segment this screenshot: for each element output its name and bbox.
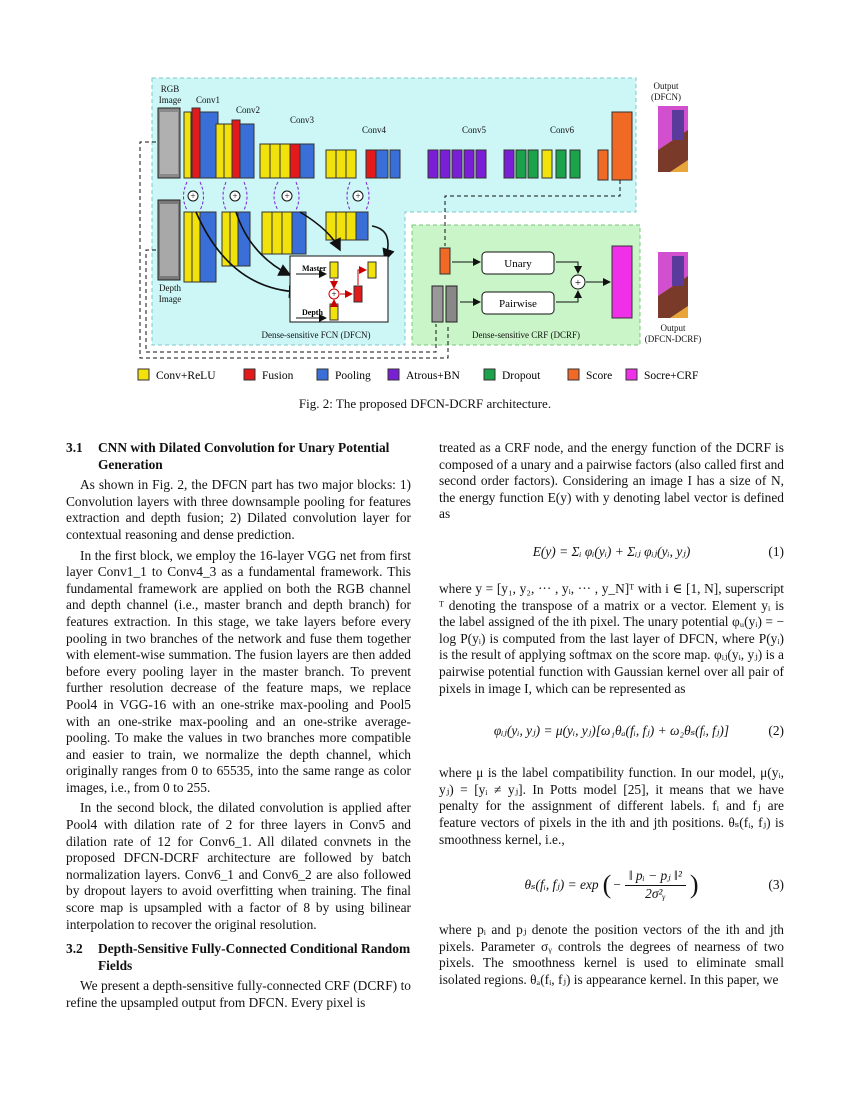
legend-label: Dropout	[502, 370, 541, 382]
fusion-plus-1: +	[190, 191, 196, 201]
equation-3-denominator: 2σ²ᵧ	[645, 885, 666, 901]
legend-swatch	[626, 369, 637, 380]
output-dcrf-label-1: Output	[660, 323, 686, 333]
dcrf-box-label: Dense-sensitive CRF (DCRF)	[472, 330, 580, 340]
fusion-plus-3: +	[284, 191, 290, 201]
paragraph: In the second block, the dilated convolution is applied after Pool4 with dilation rate of 2 for three layers in Conv5 and dilation rate of 12 for Conv6_1. All dilated convnets in the proposed DFCN-DCRF architecture are followed by batch normalization layers. Conv6_1 and Conv6_2 are also followed by dropout layers to avoid overfitting when training. The final score map is upsampled with a factor of 8 by using bilinear interpolation to recover the original resolution.	[66, 800, 411, 932]
legend-swatch	[388, 369, 399, 380]
crf-score-block	[440, 248, 450, 274]
legend-label: Atrous+BN	[406, 370, 460, 382]
dcrf-region	[412, 225, 640, 345]
conv3-label: Conv3	[290, 115, 315, 125]
equation-3-lhs: θₛ(fᵢ, fⱼ) = exp	[524, 876, 599, 892]
rgb-label-1: RGB	[160, 84, 180, 94]
paragraph: treated as a CRF node, and the energy function of the DCRF is composed of a unary and a pairwise factors (also called first and second order factors). Considering an image I has a size of N, the energy function E(y) with y denoting label vector is defined as	[439, 440, 784, 522]
dfcn-box-label: Dense-sensitive FCN (DFCN)	[261, 330, 371, 340]
conv4-label: Conv4	[362, 125, 387, 135]
section-number: 3.2	[66, 941, 83, 957]
legend-swatch	[484, 369, 495, 380]
legend	[138, 369, 698, 382]
detail-plus: +	[331, 289, 337, 299]
legend-label: Socre+CRF	[644, 370, 699, 382]
section-title: Depth-Sensitive Fully-Connected Conditional Random Fields	[98, 941, 411, 973]
legend-swatch	[568, 369, 579, 380]
master-label: Master	[302, 264, 327, 273]
crf-image-2	[446, 286, 457, 322]
crf-plus: +	[574, 277, 582, 289]
equation-3-number: (3)	[768, 876, 784, 892]
paragraph: In the first block, we employ the 16-layer VGG net from first layer Conv1_1 to Conv4_3 as a fundamental framework. This fundamental framework are applied on both the RGB channel and depth channel (i.e., master branch and depth branch) for features extraction. In this stage, we take layers before every pooling in two branches of the network and fuse them together with element-wise summation. The fusion layers are then added before every pooling layer in the master branch. To prevent further resolution decrease of the feature maps, we replace Pool4 in VGG-16 with an one-strike max-pooling and Pool5 with an one-strike max-pooling and an one-strike average-pooling. To make the values in two branches more compatible and easier to train, we normalize the depth channel, which originally ranges from 0 to 65535, into the same range as color images, i.e., from 0 to 255.	[66, 547, 411, 795]
conv1-label: Conv1	[196, 95, 221, 105]
equation-2-number: (2)	[768, 722, 784, 738]
legend-swatch	[244, 369, 255, 380]
equation-1-number: (1)	[768, 543, 784, 559]
left-column	[66, 440, 411, 1016]
paragraph: where y = [y₁, y₂, ··· , yᵢ, ··· , y_N]ᵀ with i ∈ [1, N], superscript ᵀ denoting the transpose of a matrix or a vector. Element yᵢ is the label assigned of the ith pixel. The unary potential φᵤ(yᵢ) = − log P(yᵢ) is computed from the last layer of DFCN, where P(yᵢ) is the result of applying softmax on the score map. φᵢⱼ(yᵢ, yⱼ) is a pairwise potential function with Gaussian kernel over all pair of pixels in image I, which can be represented as	[439, 580, 784, 696]
rgb-label-2: Image	[158, 95, 182, 105]
pairwise-label: Pairwise	[499, 298, 537, 310]
section-number: 3.1	[66, 440, 83, 455]
fusion-plus-2: +	[232, 191, 238, 201]
paragraph: where pᵢ and pⱼ denote the position vectors of the ith and jth pixels. Parameter σᵧ controls the degrees of nearness of two pixels. The smoothness kernel is used to eliminate small isolated regions. θₐ(fᵢ, fⱼ) is appearance kernel. In this paper, we	[439, 922, 784, 987]
output-dcrf-label-2: (DFCN-DCRF)	[644, 334, 702, 344]
equation-1	[439, 535, 784, 569]
depth-img-label-1: Depth	[159, 283, 181, 293]
section-3-2-heading	[66, 941, 411, 974]
right-column	[439, 440, 784, 992]
legend-swatch	[317, 369, 328, 380]
crf-image-1	[432, 286, 443, 322]
paragraph: We present a depth-sensitive fully-connected CRF (DCRF) to refine the upsampled output from DFCN. Every pixel is	[66, 978, 411, 1010]
depth-label: Depth	[302, 308, 323, 317]
legend-label: Conv+ReLU	[156, 370, 216, 382]
equation-2-body: φᵢⱼ(yᵢ, yⱼ) = μ(yᵢ, yⱼ)[ω₁θₐ(fᵢ, fⱼ) + ω₂θₛ(fᵢ, fⱼ)]	[493, 722, 730, 738]
conv5-label: Conv5	[462, 125, 487, 135]
unary-label: Unary	[504, 258, 532, 270]
depth-img-label-2: Image	[158, 294, 182, 304]
legend-label: Score	[586, 370, 613, 382]
conv2-label: Conv2	[236, 105, 261, 115]
section-title: CNN with Dilated Convolution for Unary Potential Generation	[98, 440, 390, 472]
section-3-1-heading	[66, 440, 411, 473]
legend-swatch	[138, 369, 149, 380]
output-dfcn-dcrf-image	[658, 252, 688, 318]
fusion-plus-4: +	[355, 191, 361, 201]
equation-3: θₛ(fᵢ, fⱼ) = exp ( − $\frac{\text{‖ pᵢ − pⱼ ‖²}}{\text{2σ²ᵧ}}$ ) (3)	[524, 868, 784, 901]
score-crf-block	[612, 246, 632, 318]
equation-3-numerator: ‖ pᵢ − pⱼ ‖²	[625, 868, 686, 886]
equation-2	[439, 709, 784, 753]
legend-label: Fusion	[262, 370, 294, 382]
equation-1-body: E(y) = Σᵢ φᵢ(yᵢ) + Σᵢⱼ φᵢⱼ(yᵢ, yⱼ)	[532, 543, 691, 559]
architecture-figure	[0, 0, 850, 392]
output-dfcn-label-1: Output	[653, 81, 679, 91]
output-dfcn-image	[658, 106, 688, 172]
paragraph: As shown in Fig. 2, the DFCN part has two major blocks: 1) Convolution layers with three downsample pooling for features extraction and depth fusion; 2) Dilated convolution layer for contextual reasoning and dense prediction.	[66, 477, 411, 542]
conv6-label: Conv6	[550, 125, 575, 135]
output-dfcn-label-2: (DFCN)	[650, 92, 682, 102]
legend-label: Pooling	[335, 370, 371, 382]
figure-caption: Fig. 2: The proposed DFCN-DCRF architecture.	[298, 396, 552, 411]
paragraph: where μ is the label compatibility function. In our model, μ(yᵢ, yⱼ) = [yᵢ ≠ yⱼ]. In Potts model [25], it means that we have penalty for the assignment of different labels. fᵢ and fⱼ are feature vectors of pixels in the ith and jth positions. θₛ(fᵢ, fⱼ) is smoothness kernel, i.e.,	[439, 765, 784, 847]
